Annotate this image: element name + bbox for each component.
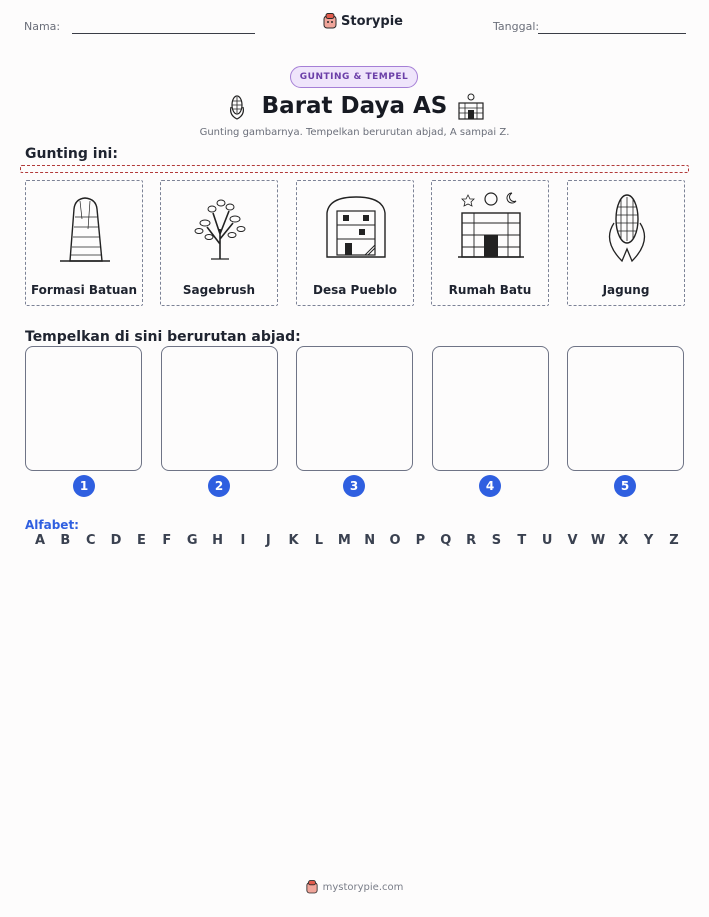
card-label: Jagung — [602, 283, 650, 297]
cut-card-stone-house[interactable] — [431, 180, 549, 306]
page-title: Barat Daya AS — [261, 93, 448, 119]
footer — [0, 880, 709, 894]
alphabet-letter: L — [314, 533, 324, 548]
alphabet-letter: V — [567, 533, 578, 548]
alphabet-letter: S — [491, 533, 502, 548]
instructions: Gunting gambarnya. Tempelkan berurutan abjad, A sampai Z. — [199, 127, 510, 138]
date-label: Tanggal: — [493, 20, 540, 33]
alphabet-letter: G — [186, 533, 198, 548]
cut-card-pueblo-village[interactable] — [296, 180, 414, 306]
alphabet-letter: P — [415, 533, 426, 548]
alphabet-letter: K — [288, 533, 299, 548]
stone-house-icon — [456, 189, 526, 267]
paste-section-label: Tempelkan di sini berurutan abjad: — [25, 329, 301, 345]
alphabet-letter: C — [85, 533, 96, 548]
card-label: Sagebrush — [182, 283, 256, 297]
storypie-logo — [323, 13, 403, 29]
name-label: Nama: — [24, 20, 61, 33]
paste-slot-3[interactable] — [296, 346, 413, 471]
slot-number: 2 — [208, 475, 230, 497]
alphabet-letter: Y — [643, 533, 654, 548]
alphabet-letter: X — [618, 533, 629, 548]
alphabet-letter: R — [466, 533, 477, 548]
corn-icon — [592, 189, 662, 267]
alphabet-letter: A — [34, 533, 46, 548]
cut-line — [20, 165, 689, 173]
card-label: Desa Pueblo — [313, 283, 397, 297]
slot-number: 5 — [614, 475, 636, 497]
brand-name: Storypie — [341, 13, 403, 29]
alphabet-letter: O — [389, 533, 401, 548]
activity-badge: GUNTING & TEMPEL — [290, 66, 418, 88]
alphabet-letter: J — [265, 533, 271, 548]
alphabet-letter: U — [541, 533, 553, 548]
alphabet-letter: H — [212, 533, 223, 548]
card-label: Rumah Batu — [448, 283, 532, 297]
cut-section-label: Gunting ini: — [25, 146, 118, 162]
cut-card-rock-formation[interactable] — [25, 180, 143, 306]
alphabet-letter: W — [590, 533, 606, 548]
footer-url: mystorypie.com — [322, 881, 404, 893]
paste-slot-1[interactable] — [25, 346, 142, 471]
slot-number: 3 — [343, 475, 365, 497]
rock-formation-icon — [50, 189, 120, 267]
alphabet-letter: B — [60, 533, 71, 548]
slot-number: 4 — [479, 475, 501, 497]
alphabet-label: Alfabet: — [25, 518, 79, 532]
paste-slot-5[interactable] — [567, 346, 684, 471]
alphabet-row — [25, 533, 689, 548]
card-label: Formasi Batuan — [30, 283, 138, 297]
alphabet-letter: N — [364, 533, 376, 548]
cut-card-corn[interactable] — [567, 180, 685, 306]
alphabet-letter: T — [517, 533, 527, 548]
paste-slot-4[interactable] — [432, 346, 549, 471]
paste-slot-2[interactable] — [161, 346, 278, 471]
slot-number: 1 — [73, 475, 95, 497]
alphabet-letter: M — [337, 533, 351, 548]
alphabet-letter: I — [240, 533, 246, 548]
storypie-mascot-icon — [306, 880, 318, 894]
sagebrush-icon — [185, 189, 255, 267]
alphabet-letter: D — [110, 533, 122, 548]
name-field[interactable] — [72, 33, 255, 34]
storypie-mascot-icon — [323, 13, 337, 29]
stone-house-icon — [456, 93, 486, 125]
alphabet-letter: E — [136, 533, 146, 548]
date-field[interactable] — [538, 33, 686, 34]
alphabet-letter: F — [162, 533, 172, 548]
alphabet-letter: Z — [669, 533, 679, 548]
pueblo-village-icon — [321, 189, 391, 267]
cut-card-sagebrush[interactable] — [160, 180, 278, 306]
alphabet-letter: Q — [440, 533, 452, 548]
